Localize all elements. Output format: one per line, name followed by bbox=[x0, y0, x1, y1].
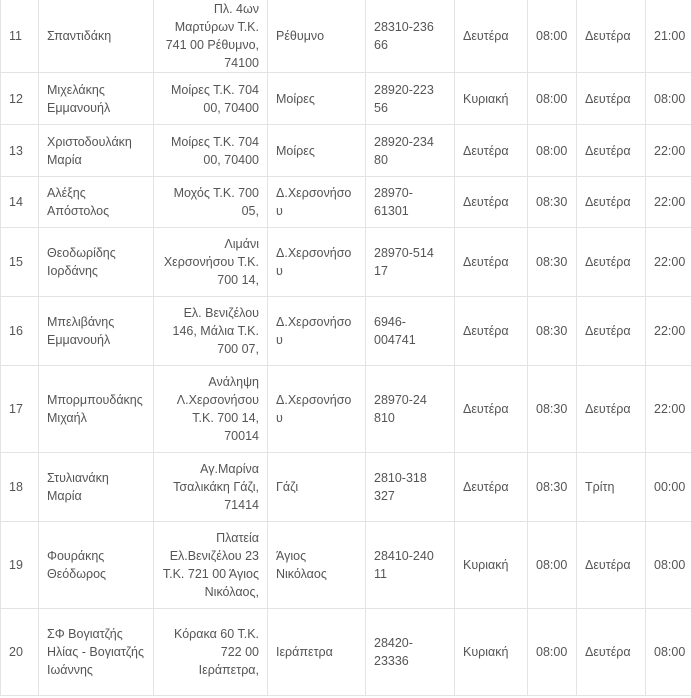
table-row bbox=[1, 177, 691, 228]
from-day: Δευτέρα bbox=[455, 453, 528, 522]
pharmacy-area: Ρέθυμνο bbox=[268, 0, 366, 73]
pharmacy-address: Πλατεία Ελ.Βενιζέλου 23 Τ.Κ. 721 00 Άγιος Νικόλαος, bbox=[154, 522, 268, 609]
to-day: Δευτέρα bbox=[577, 228, 646, 297]
table-row bbox=[1, 453, 691, 522]
pharmacy-name: Μπορμπουδάκης Μιχαήλ bbox=[39, 366, 154, 453]
from-time: 08:30 bbox=[528, 177, 577, 228]
row-number: 17 bbox=[1, 366, 39, 453]
pharmacy-name: Στυλιανάκη Μαρία bbox=[39, 453, 154, 522]
to-time: 21:00 bbox=[646, 0, 691, 73]
pharmacy-area: Ιεράπετρα bbox=[268, 609, 366, 696]
pharmacy-address: Πλ. 4ων Μαρτύρων Τ.Κ. 741 00 Ρέθυμνο, 74100 bbox=[154, 0, 268, 73]
pharmacy-area: Δ.Χερσονήσου bbox=[268, 177, 366, 228]
row-number: 18 bbox=[1, 453, 39, 522]
pharmacy-phone: 6946-004741 bbox=[366, 297, 455, 366]
table-row bbox=[1, 297, 691, 366]
from-time: 08:00 bbox=[528, 522, 577, 609]
to-time: 22:00 bbox=[646, 297, 691, 366]
to-time: 22:00 bbox=[646, 366, 691, 453]
pharmacy-address: Ανάληψη Λ.Χερσονήσου Τ.Κ. 700 14, 70014 bbox=[154, 366, 268, 453]
from-day: Δευτέρα bbox=[455, 297, 528, 366]
to-time: 00:00 bbox=[646, 453, 691, 522]
pharmacy-area: Μοίρες bbox=[268, 125, 366, 177]
pharmacy-name: Φουράκης Θεόδωρος bbox=[39, 522, 154, 609]
table-row bbox=[1, 522, 691, 609]
pharmacy-name: ΣΦ Βογιατζής Ηλίας - Βογιατζής Ιωάννης bbox=[39, 609, 154, 696]
to-time: 08:00 bbox=[646, 73, 691, 125]
from-time: 08:30 bbox=[528, 228, 577, 297]
pharmacy-name: Σπαντιδάκη bbox=[39, 0, 154, 73]
pharmacy-name: Θεοδωρίδης Ιορδάνης bbox=[39, 228, 154, 297]
to-day: Δευτέρα bbox=[577, 177, 646, 228]
table-row bbox=[1, 228, 691, 297]
row-number: 11 bbox=[1, 0, 39, 73]
pharmacy-name: Μιχελάκης Εμμανουήλ bbox=[39, 73, 154, 125]
from-time: 08:00 bbox=[528, 73, 577, 125]
pharmacy-phone: 28970-24 810 bbox=[366, 366, 455, 453]
pharmacy-address: Μοίρες Τ.Κ. 704 00, 70400 bbox=[154, 125, 268, 177]
table-row bbox=[1, 0, 691, 73]
row-number: 14 bbox=[1, 177, 39, 228]
pharmacy-address: Αγ.Μαρίνα Τσαλικάκη Γάζι, 71414 bbox=[154, 453, 268, 522]
pharmacy-name: Αλέξης Απόστολος bbox=[39, 177, 154, 228]
pharmacy-area: Άγιος Νικόλαος bbox=[268, 522, 366, 609]
from-day: Κυριακή bbox=[455, 73, 528, 125]
table-row bbox=[1, 125, 691, 177]
pharmacy-phone: 28920-223 56 bbox=[366, 73, 455, 125]
pharmacy-area: Δ.Χερσονήσου bbox=[268, 297, 366, 366]
pharmacy-phone: 28420-23336 bbox=[366, 609, 455, 696]
pharmacy-area: Γάζι bbox=[268, 453, 366, 522]
from-time: 08:30 bbox=[528, 297, 577, 366]
pharmacy-area: Δ.Χερσονήσου bbox=[268, 366, 366, 453]
to-day: Δευτέρα bbox=[577, 609, 646, 696]
pharmacy-address: Κόρακα 60 Τ.Κ. 722 00 Ιεράπετρα, bbox=[154, 609, 268, 696]
row-number: 13 bbox=[1, 125, 39, 177]
table-row bbox=[1, 366, 691, 453]
from-day: Δευτέρα bbox=[455, 0, 528, 73]
pharmacy-area: Μοίρες bbox=[268, 73, 366, 125]
to-time: 08:00 bbox=[646, 609, 691, 696]
from-time: 08:30 bbox=[528, 366, 577, 453]
to-day: Δευτέρα bbox=[577, 125, 646, 177]
to-day: Δευτέρα bbox=[577, 522, 646, 609]
row-number: 12 bbox=[1, 73, 39, 125]
from-day: Δευτέρα bbox=[455, 125, 528, 177]
pharmacy-phone: 2810-318 327 bbox=[366, 453, 455, 522]
row-number: 15 bbox=[1, 228, 39, 297]
from-day: Δευτέρα bbox=[455, 177, 528, 228]
pharmacy-address: Ελ. Βενιζέλου 146, Μάλια Τ.Κ. 700 07, bbox=[154, 297, 268, 366]
pharmacy-name: Χριστοδουλάκη Μαρία bbox=[39, 125, 154, 177]
to-time: 08:00 bbox=[646, 522, 691, 609]
pharmacy-address: Μοχός Τ.Κ. 700 05, bbox=[154, 177, 268, 228]
pharmacy-name: Μπελιβάνης Εμμανουήλ bbox=[39, 297, 154, 366]
from-day: Κυριακή bbox=[455, 522, 528, 609]
pharmacy-address: Μοίρες Τ.Κ. 704 00, 70400 bbox=[154, 73, 268, 125]
pharmacy-phone: 28310-236 66 bbox=[366, 0, 455, 73]
to-time: 22:00 bbox=[646, 125, 691, 177]
pharmacy-phone: 28970-61301 bbox=[366, 177, 455, 228]
row-number: 19 bbox=[1, 522, 39, 609]
from-time: 08:00 bbox=[528, 0, 577, 73]
pharmacy-phone: 28410-240 11 bbox=[366, 522, 455, 609]
to-day: Δευτέρα bbox=[577, 0, 646, 73]
pharmacy-phone: 28970-514 17 bbox=[366, 228, 455, 297]
from-day: Δευτέρα bbox=[455, 366, 528, 453]
from-time: 08:00 bbox=[528, 609, 577, 696]
table-row bbox=[1, 73, 691, 125]
from-time: 08:30 bbox=[528, 453, 577, 522]
to-day: Δευτέρα bbox=[577, 73, 646, 125]
to-day: Δευτέρα bbox=[577, 297, 646, 366]
to-time: 22:00 bbox=[646, 177, 691, 228]
from-day: Κυριακή bbox=[455, 609, 528, 696]
pharmacy-area: Δ.Χερσονήσου bbox=[268, 228, 366, 297]
row-number: 16 bbox=[1, 297, 39, 366]
to-time: 22:00 bbox=[646, 228, 691, 297]
pharmacy-phone: 28920-234 80 bbox=[366, 125, 455, 177]
table-row bbox=[1, 609, 691, 696]
from-time: 08:00 bbox=[528, 125, 577, 177]
row-number: 20 bbox=[1, 609, 39, 696]
to-day: Δευτέρα bbox=[577, 366, 646, 453]
pharmacy-address: Λιμάνι Χερσονήσου Τ.Κ. 700 14, bbox=[154, 228, 268, 297]
to-day: Τρίτη bbox=[577, 453, 646, 522]
from-day: Δευτέρα bbox=[455, 228, 528, 297]
